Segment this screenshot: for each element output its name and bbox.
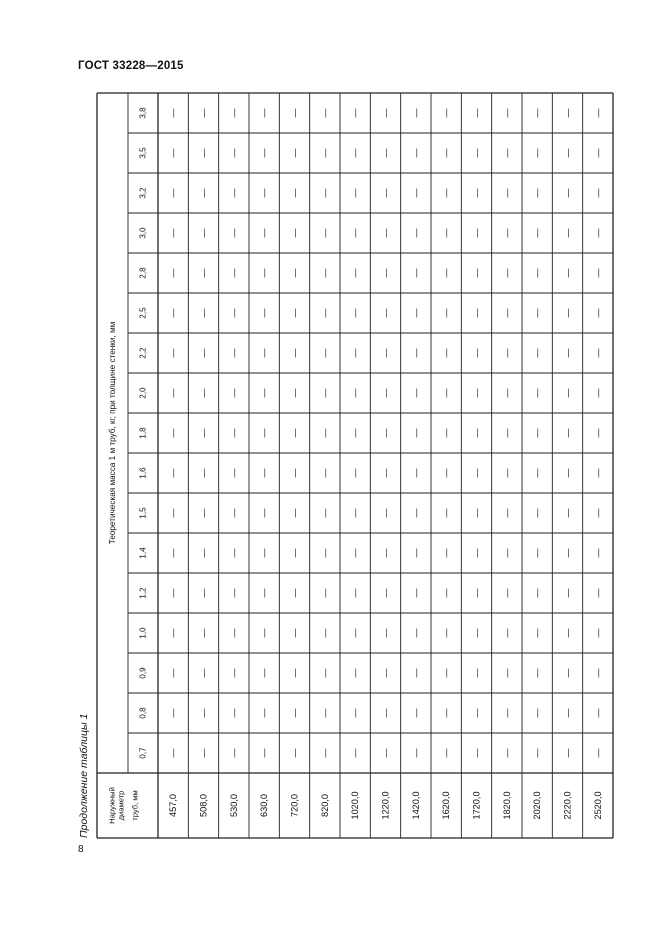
group-header-label: Теоретическая масса 1 м труб, кг, при толщине стенки, мм xyxy=(108,321,117,545)
table-cell-value: — xyxy=(198,148,209,158)
table-cell-value: — xyxy=(259,148,270,158)
table-cell-value: — xyxy=(228,748,239,758)
table-cell-value: — xyxy=(501,428,512,438)
table-cell-value: — xyxy=(198,468,209,478)
page-number: 8 xyxy=(78,844,84,855)
table-cell-value: — xyxy=(350,628,361,638)
document-header: ГОСТ 33228—2015 xyxy=(78,60,184,72)
table-cell-value: — xyxy=(592,388,603,398)
table-cell-value: — xyxy=(471,588,482,598)
table-cell-value: — xyxy=(319,188,330,198)
table-cell-value: — xyxy=(410,588,421,598)
table-cell-value: — xyxy=(532,668,543,678)
table-cell-value: — xyxy=(228,588,239,598)
table-cell-value: — xyxy=(592,148,603,158)
table-cell-value: — xyxy=(289,188,300,198)
table-cell-value: — xyxy=(532,148,543,158)
table-cell-value: — xyxy=(471,668,482,678)
table-cell-value: — xyxy=(380,588,391,598)
table-cell-value: — xyxy=(592,308,603,318)
table-cell-value: — xyxy=(410,188,421,198)
table-cell-value: — xyxy=(319,268,330,278)
table-cell-value: — xyxy=(471,308,482,318)
table-cell-value: — xyxy=(441,268,452,278)
table-cell-value: — xyxy=(350,748,361,758)
table-cell-value: — xyxy=(319,668,330,678)
table-cell-value: — xyxy=(228,628,239,638)
table-cell-value: — xyxy=(532,748,543,758)
table-cell-value: — xyxy=(501,388,512,398)
table-cell-value: — xyxy=(259,108,270,118)
table-cell-value: — xyxy=(441,348,452,358)
diameter-label: 508,0 xyxy=(198,794,209,817)
thickness-label: 1,5 xyxy=(138,507,148,519)
table-cell-value: — xyxy=(562,188,573,198)
table-cell-value: — xyxy=(259,748,270,758)
table-cell-value: — xyxy=(198,188,209,198)
thickness-label: 3,2 xyxy=(138,187,148,199)
table-cell-value: — xyxy=(471,708,482,718)
diameter-label: 530,0 xyxy=(228,794,239,817)
table-cell-value: — xyxy=(168,628,179,638)
table-cell-value: — xyxy=(532,428,543,438)
table-cell-value: — xyxy=(228,388,239,398)
table-cell-value: — xyxy=(350,148,361,158)
table-cell-value: — xyxy=(319,468,330,478)
table-cell-value: — xyxy=(562,468,573,478)
table-cell-value: — xyxy=(441,468,452,478)
table-cell-value: — xyxy=(289,268,300,278)
table-cell-value: — xyxy=(592,548,603,558)
table-cell-value: — xyxy=(592,588,603,598)
table-cell-value: — xyxy=(532,508,543,518)
table-cell-value: — xyxy=(319,388,330,398)
table-cell-value: — xyxy=(562,628,573,638)
table-cell-value: — xyxy=(501,748,512,758)
table-cell-value: — xyxy=(289,148,300,158)
table-cell-value: — xyxy=(350,348,361,358)
table-cell-value: — xyxy=(532,628,543,638)
table-cell-value: — xyxy=(410,468,421,478)
table-cell-value: — xyxy=(289,708,300,718)
table-cell-value: — xyxy=(501,628,512,638)
table-cell-value: — xyxy=(380,748,391,758)
table-cell-value: — xyxy=(380,348,391,358)
table-cell-value: — xyxy=(471,508,482,518)
thickness-label: 1,8 xyxy=(138,427,148,439)
table-cell-value: — xyxy=(259,228,270,238)
table-cell-value: — xyxy=(441,628,452,638)
table-cell-value: — xyxy=(380,148,391,158)
thickness-label: 0,7 xyxy=(138,747,148,759)
thickness-label: 2,0 xyxy=(138,387,148,399)
diameter-label: 1020,0 xyxy=(350,791,361,820)
table-cell-value: — xyxy=(168,148,179,158)
table-cell-value: — xyxy=(289,228,300,238)
table-cell-value: — xyxy=(259,708,270,718)
diameter-label: 720,0 xyxy=(289,794,300,817)
table-cell-value: — xyxy=(259,428,270,438)
thickness-label: 1,6 xyxy=(138,467,148,479)
table-cell-value: — xyxy=(380,308,391,318)
table-cell-value: — xyxy=(471,548,482,558)
table-cell-value: — xyxy=(350,668,361,678)
table-cell-value: — xyxy=(289,468,300,478)
table-cell-value: — xyxy=(471,188,482,198)
table-cell-value: — xyxy=(441,708,452,718)
table-cell-value: — xyxy=(319,308,330,318)
table-cell-value: — xyxy=(471,748,482,758)
table-cell-value: — xyxy=(168,548,179,558)
table-cell-value: — xyxy=(168,668,179,678)
table-cell-value: — xyxy=(471,428,482,438)
table-cell-value: — xyxy=(532,588,543,598)
table-cell-value: — xyxy=(289,588,300,598)
diameter-label: 1820,0 xyxy=(501,791,512,820)
table-cell-value: — xyxy=(441,508,452,518)
table-cell-value: — xyxy=(259,188,270,198)
table-cell-value: — xyxy=(289,308,300,318)
table-caption: Продолжение таблицы 1 xyxy=(78,713,90,838)
table-cell-value: — xyxy=(198,628,209,638)
table-cell-value: — xyxy=(592,668,603,678)
table-cell-value: — xyxy=(532,388,543,398)
table-cell-value: — xyxy=(532,108,543,118)
table-cell-value: — xyxy=(168,588,179,598)
table-cell-value: — xyxy=(592,228,603,238)
diameter-label: 1720,0 xyxy=(471,791,482,820)
table-cell-value: — xyxy=(501,548,512,558)
table-cell-value: — xyxy=(198,748,209,758)
table-cell-value: — xyxy=(259,388,270,398)
table-cell-value: — xyxy=(501,708,512,718)
table-cell-value: — xyxy=(592,108,603,118)
table-cell-value: — xyxy=(471,148,482,158)
table-cell-value: — xyxy=(350,388,361,398)
table-cell-value: — xyxy=(592,188,603,198)
diameter-label: 2520,0 xyxy=(592,791,603,820)
table-cell-value: — xyxy=(532,188,543,198)
diameter-header-line: Наружный xyxy=(107,787,117,824)
table-cell-value: — xyxy=(350,468,361,478)
table-cell-value: — xyxy=(471,228,482,238)
table-cell-value: — xyxy=(380,388,391,398)
table-cell-value: — xyxy=(319,148,330,158)
table-cell-value: — xyxy=(410,108,421,118)
table-cell-value: — xyxy=(319,548,330,558)
table-cell-value: — xyxy=(380,628,391,638)
table-cell-value: — xyxy=(441,548,452,558)
thickness-label: 1,0 xyxy=(138,627,148,639)
table-cell-value: — xyxy=(562,148,573,158)
table-cell-value: — xyxy=(441,108,452,118)
table-cell-value: — xyxy=(592,748,603,758)
table-cell-value: — xyxy=(501,588,512,598)
table-cell-value: — xyxy=(198,668,209,678)
thickness-label: 3,5 xyxy=(138,147,148,159)
table-cell-value: — xyxy=(532,348,543,358)
table-cell-value: — xyxy=(441,188,452,198)
table-cell-value: — xyxy=(380,708,391,718)
table-cell-value: — xyxy=(228,308,239,318)
diameter-label: 2020,0 xyxy=(532,791,543,820)
table-cell-value: — xyxy=(319,748,330,758)
table-cell-value: — xyxy=(259,548,270,558)
thickness-label: 2,2 xyxy=(138,347,148,359)
table-cell-value: — xyxy=(410,668,421,678)
table-cell-value: — xyxy=(501,668,512,678)
table-cell-value: — xyxy=(228,148,239,158)
table-cell-value: — xyxy=(532,268,543,278)
table-cell-value: — xyxy=(198,428,209,438)
table-cell-value: — xyxy=(592,708,603,718)
table-cell-value: — xyxy=(562,548,573,558)
table-cell-value: — xyxy=(441,308,452,318)
table-cell-value: — xyxy=(410,228,421,238)
thickness-label: 3,8 xyxy=(138,107,148,119)
table-cell-value: — xyxy=(441,748,452,758)
table-cell-value: — xyxy=(410,428,421,438)
diameter-label: 1620,0 xyxy=(441,791,452,820)
table-cell-value: — xyxy=(350,428,361,438)
table-cell-value: — xyxy=(168,108,179,118)
table-cell-value: — xyxy=(380,668,391,678)
table-cell-value: — xyxy=(471,348,482,358)
table-cell-value: — xyxy=(410,708,421,718)
table-cell-value: — xyxy=(350,188,361,198)
table-cell-value: — xyxy=(198,348,209,358)
table-cell-value: — xyxy=(562,108,573,118)
table-cell-value: — xyxy=(562,668,573,678)
diameter-label: 1220,0 xyxy=(380,791,391,820)
thickness-label: 3,0 xyxy=(138,227,148,239)
table-cell-value: — xyxy=(350,708,361,718)
table-cell-value: — xyxy=(350,268,361,278)
table-cell-value: — xyxy=(441,428,452,438)
table-cell-value: — xyxy=(380,108,391,118)
table-cell-value: — xyxy=(410,268,421,278)
table-cell-value: — xyxy=(289,748,300,758)
table-cell-value: — xyxy=(319,228,330,238)
diameter-label: 820,0 xyxy=(319,794,330,817)
table-cell-value: — xyxy=(532,308,543,318)
table-cell-value: — xyxy=(259,308,270,318)
table-cell-value: — xyxy=(168,748,179,758)
table-cell-value: — xyxy=(471,268,482,278)
table-cell-value: — xyxy=(501,108,512,118)
table-cell-value: — xyxy=(592,628,603,638)
table-cell-value: — xyxy=(198,548,209,558)
table-cell-value: — xyxy=(501,188,512,198)
table-cell-value: — xyxy=(259,508,270,518)
table-cell-value: — xyxy=(471,468,482,478)
table-cell-value: — xyxy=(501,308,512,318)
table-cell-value: — xyxy=(319,588,330,598)
table-cell-value: — xyxy=(562,348,573,358)
thickness-label: 2,5 xyxy=(138,307,148,319)
table-cell-value: — xyxy=(168,508,179,518)
table-cell-value: — xyxy=(380,508,391,518)
table-cell-value: — xyxy=(410,548,421,558)
table-cell-value: — xyxy=(228,468,239,478)
table-cell-value: — xyxy=(532,548,543,558)
table-cell-value: — xyxy=(168,268,179,278)
table-cell-value: — xyxy=(562,708,573,718)
table-cell-value: — xyxy=(441,228,452,238)
table-cell-value: — xyxy=(350,228,361,238)
table-cell-value: — xyxy=(501,268,512,278)
table-cell-value: — xyxy=(471,108,482,118)
table-cell-value: — xyxy=(319,628,330,638)
table-cell-value: — xyxy=(198,308,209,318)
table-cell-value: — xyxy=(289,348,300,358)
table-cell-value: — xyxy=(319,108,330,118)
table-cell-value: — xyxy=(259,268,270,278)
thickness-label: 1,2 xyxy=(138,587,148,599)
table-cell-value: — xyxy=(410,628,421,638)
table-cell-value: — xyxy=(168,428,179,438)
table-cell-value: — xyxy=(168,388,179,398)
table-cell-value: — xyxy=(532,708,543,718)
table-cell-value: — xyxy=(441,668,452,678)
table-cell-value: — xyxy=(562,588,573,598)
thickness-label: 2,8 xyxy=(138,267,148,279)
table-cell-value: — xyxy=(168,228,179,238)
diameter-label: 457,0 xyxy=(168,794,179,817)
table-cell-value: — xyxy=(198,708,209,718)
table-cell-value: — xyxy=(228,188,239,198)
thickness-label: 1,4 xyxy=(138,547,148,559)
diameter-label: 1420,0 xyxy=(410,791,421,820)
table-cell-value: — xyxy=(228,108,239,118)
table-cell-value: — xyxy=(592,348,603,358)
table-cell-value: — xyxy=(289,428,300,438)
table-cell-value: — xyxy=(168,348,179,358)
table-cell-value: — xyxy=(289,668,300,678)
table-cell-value: — xyxy=(532,468,543,478)
table-cell-value: — xyxy=(350,308,361,318)
table-cell-value: — xyxy=(228,508,239,518)
table-cell-value: — xyxy=(319,348,330,358)
table-cell-value: — xyxy=(562,308,573,318)
table-cell-value: — xyxy=(471,388,482,398)
table-cell-value: — xyxy=(350,108,361,118)
diameter-label: 2220,0 xyxy=(562,791,573,820)
table-cell-value: — xyxy=(441,588,452,598)
table-cell-value: — xyxy=(228,548,239,558)
table-cell-value: — xyxy=(350,508,361,518)
table-cell-value: — xyxy=(168,708,179,718)
table-cell-value: — xyxy=(592,428,603,438)
table-cell-value: — xyxy=(410,388,421,398)
table-cell-value: — xyxy=(228,668,239,678)
table-cell-value: — xyxy=(289,628,300,638)
table-cell-value: — xyxy=(380,228,391,238)
table-cell-value: — xyxy=(501,148,512,158)
table-cell-value: — xyxy=(380,268,391,278)
table-cell-value: — xyxy=(380,428,391,438)
table-cell-value: — xyxy=(259,668,270,678)
table-cell-value: — xyxy=(198,388,209,398)
table-cell-value: — xyxy=(350,588,361,598)
table-cell-value: — xyxy=(562,508,573,518)
table-cell-value: — xyxy=(259,348,270,358)
table-cell-value: — xyxy=(319,708,330,718)
table-cell-value: — xyxy=(562,388,573,398)
table-cell-value: — xyxy=(198,108,209,118)
table-cell-value: — xyxy=(259,628,270,638)
table-cell-value: — xyxy=(289,508,300,518)
table-cell-value: — xyxy=(441,148,452,158)
table-cell-value: — xyxy=(471,628,482,638)
table-cell-value: — xyxy=(410,348,421,358)
table-cell-value: — xyxy=(592,468,603,478)
table-cell-value: — xyxy=(380,548,391,558)
table-cell-value: — xyxy=(410,748,421,758)
table-cell-value: — xyxy=(289,548,300,558)
table-cell-value: — xyxy=(319,508,330,518)
table-cell-value: — xyxy=(562,268,573,278)
table-cell-value: — xyxy=(198,588,209,598)
table-cell-value: — xyxy=(168,468,179,478)
table-cell-value: — xyxy=(410,148,421,158)
table-cell-value: — xyxy=(562,428,573,438)
table-cell-value: — xyxy=(441,388,452,398)
table-cell-value: — xyxy=(198,268,209,278)
table-cell-value: — xyxy=(168,188,179,198)
table-cell-value: — xyxy=(198,228,209,238)
table-cell-value: — xyxy=(289,388,300,398)
table-cell-value: — xyxy=(501,468,512,478)
table-cell-value: — xyxy=(259,588,270,598)
table-cell-value: — xyxy=(228,348,239,358)
table-cell-value: — xyxy=(228,428,239,438)
diameter-header-line: диаметр xyxy=(116,790,126,821)
table-cell-value: — xyxy=(562,228,573,238)
diameter-header-line: труб, мм xyxy=(130,790,140,821)
table-cell-value: — xyxy=(532,228,543,238)
thickness-label: 0,8 xyxy=(138,707,148,719)
table-cell-value: — xyxy=(380,188,391,198)
table-cell-value: — xyxy=(289,108,300,118)
table-cell-value: — xyxy=(350,548,361,558)
table-cell-value: — xyxy=(259,468,270,478)
table-cell-value: — xyxy=(228,708,239,718)
thickness-label: 0,9 xyxy=(138,667,148,679)
diameter-label: 630,0 xyxy=(259,794,270,817)
table-cell-value: — xyxy=(228,228,239,238)
table-cell-value: — xyxy=(410,308,421,318)
table-cell-value: — xyxy=(592,508,603,518)
table-cell-value: — xyxy=(228,268,239,278)
table-cell-value: — xyxy=(501,348,512,358)
table-cell-value: — xyxy=(319,428,330,438)
table-cell-value: — xyxy=(562,748,573,758)
table-cell-value: — xyxy=(380,468,391,478)
table-cell-value: — xyxy=(168,308,179,318)
table-cell-value: — xyxy=(592,268,603,278)
table-cell-value: — xyxy=(410,508,421,518)
table-cell-value: — xyxy=(501,228,512,238)
table-cell-value: — xyxy=(501,508,512,518)
table-cell-value: — xyxy=(198,508,209,518)
